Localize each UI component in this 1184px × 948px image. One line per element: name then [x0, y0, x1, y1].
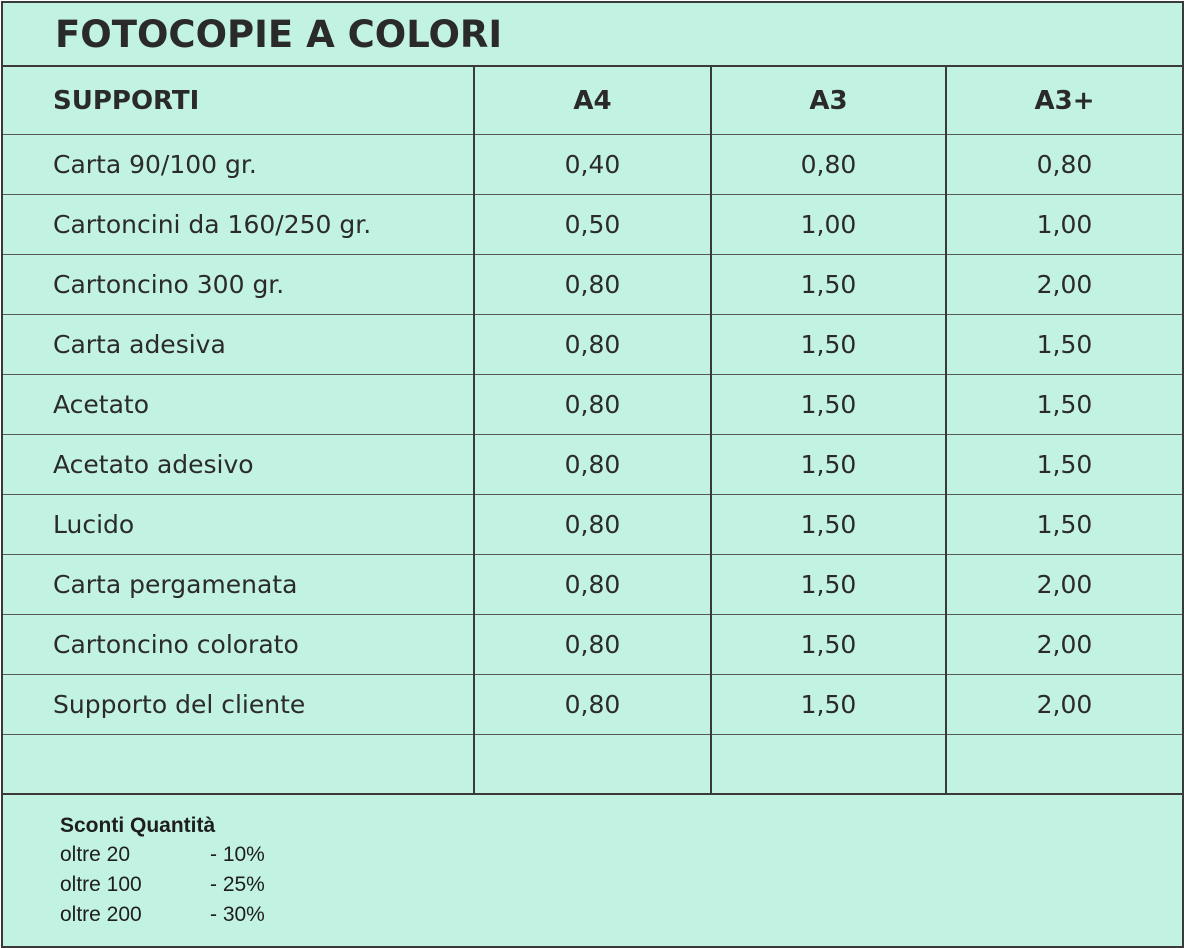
table-row — [3, 555, 1182, 615]
price-a4: 0,50 — [474, 195, 711, 255]
table-row — [3, 135, 1182, 195]
support-name: Cartoncino 300 gr. — [3, 255, 474, 315]
price-a3plus: 1,00 — [946, 195, 1182, 255]
column-header-a3: A3 — [711, 67, 946, 135]
price-a4: 0,80 — [474, 555, 711, 615]
price-a4: 0,80 — [474, 495, 711, 555]
discount-item — [60, 900, 265, 930]
support-name: Lucido — [3, 495, 474, 555]
table-row — [3, 675, 1182, 735]
price-a3: 1,50 — [711, 375, 946, 435]
support-name: Cartoncino colorato — [3, 615, 474, 675]
table-row — [3, 615, 1182, 675]
footer-divider — [3, 793, 1182, 795]
price-a3plus: 0,80 — [946, 135, 1182, 195]
support-name: Supporto del cliente — [3, 675, 474, 735]
discount-value: - 10% — [210, 843, 265, 866]
empty-cell — [474, 735, 711, 794]
price-a3: 0,80 — [711, 135, 946, 195]
support-name: Acetato adesivo — [3, 435, 474, 495]
table-row — [3, 495, 1182, 555]
support-name: Acetato — [3, 375, 474, 435]
price-a4: 0,80 — [474, 615, 711, 675]
price-a3plus: 1,50 — [946, 375, 1182, 435]
price-a4: 0,40 — [474, 135, 711, 195]
discount-quantity: oltre 200 — [60, 903, 142, 926]
empty-table-row — [3, 735, 1182, 794]
price-a3: 1,50 — [711, 495, 946, 555]
page-title: FOTOCOPIE A COLORI — [55, 13, 503, 56]
discount-value: - 25% — [210, 873, 265, 896]
support-name: Carta 90/100 gr. — [3, 135, 474, 195]
table-header-row — [3, 67, 1182, 135]
table-row — [3, 255, 1182, 315]
price-a3plus: 2,00 — [946, 255, 1182, 315]
price-a3: 1,50 — [711, 615, 946, 675]
table-row — [3, 315, 1182, 375]
discount-item — [60, 870, 265, 900]
empty-cell — [946, 735, 1182, 794]
price-a4: 0,80 — [474, 315, 711, 375]
column-header-a3plus: A3+ — [946, 67, 1182, 135]
discount-quantity: oltre 20 — [60, 843, 131, 866]
price-a3: 1,50 — [711, 675, 946, 735]
table-row — [3, 435, 1182, 495]
price-a3plus: 1,50 — [946, 435, 1182, 495]
price-a3plus: 2,00 — [946, 675, 1182, 735]
price-a3: 1,50 — [711, 255, 946, 315]
price-a3: 1,50 — [711, 555, 946, 615]
table-row — [3, 195, 1182, 255]
price-a3plus: 2,00 — [946, 615, 1182, 675]
price-a3: 1,00 — [711, 195, 946, 255]
price-list-sheet — [1, 1, 1184, 948]
quantity-discounts — [60, 814, 265, 930]
price-a3: 1,50 — [711, 435, 946, 495]
table-row — [3, 375, 1182, 435]
support-name: Cartoncini da 160/250 gr. — [3, 195, 474, 255]
price-table — [3, 67, 1182, 793]
discounts-heading: Sconti Quantità — [60, 814, 216, 837]
discount-value: - 30% — [210, 903, 265, 926]
price-a3: 1,50 — [711, 315, 946, 375]
empty-cell — [711, 735, 946, 794]
price-a4: 0,80 — [474, 435, 711, 495]
empty-cell — [3, 735, 474, 794]
support-name: Carta pergamenata — [3, 555, 474, 615]
title-band — [3, 3, 1182, 67]
price-a3plus: 1,50 — [946, 495, 1182, 555]
price-a4: 0,80 — [474, 675, 711, 735]
price-a4: 0,80 — [474, 375, 711, 435]
support-name: Carta adesiva — [3, 315, 474, 375]
discount-item — [60, 840, 265, 870]
price-a3plus: 2,00 — [946, 555, 1182, 615]
price-a4: 0,80 — [474, 255, 711, 315]
price-a3plus: 1,50 — [946, 315, 1182, 375]
column-header-supports: SUPPORTI — [3, 67, 474, 135]
column-header-a4: A4 — [474, 67, 711, 135]
discount-quantity: oltre 100 — [60, 873, 142, 896]
